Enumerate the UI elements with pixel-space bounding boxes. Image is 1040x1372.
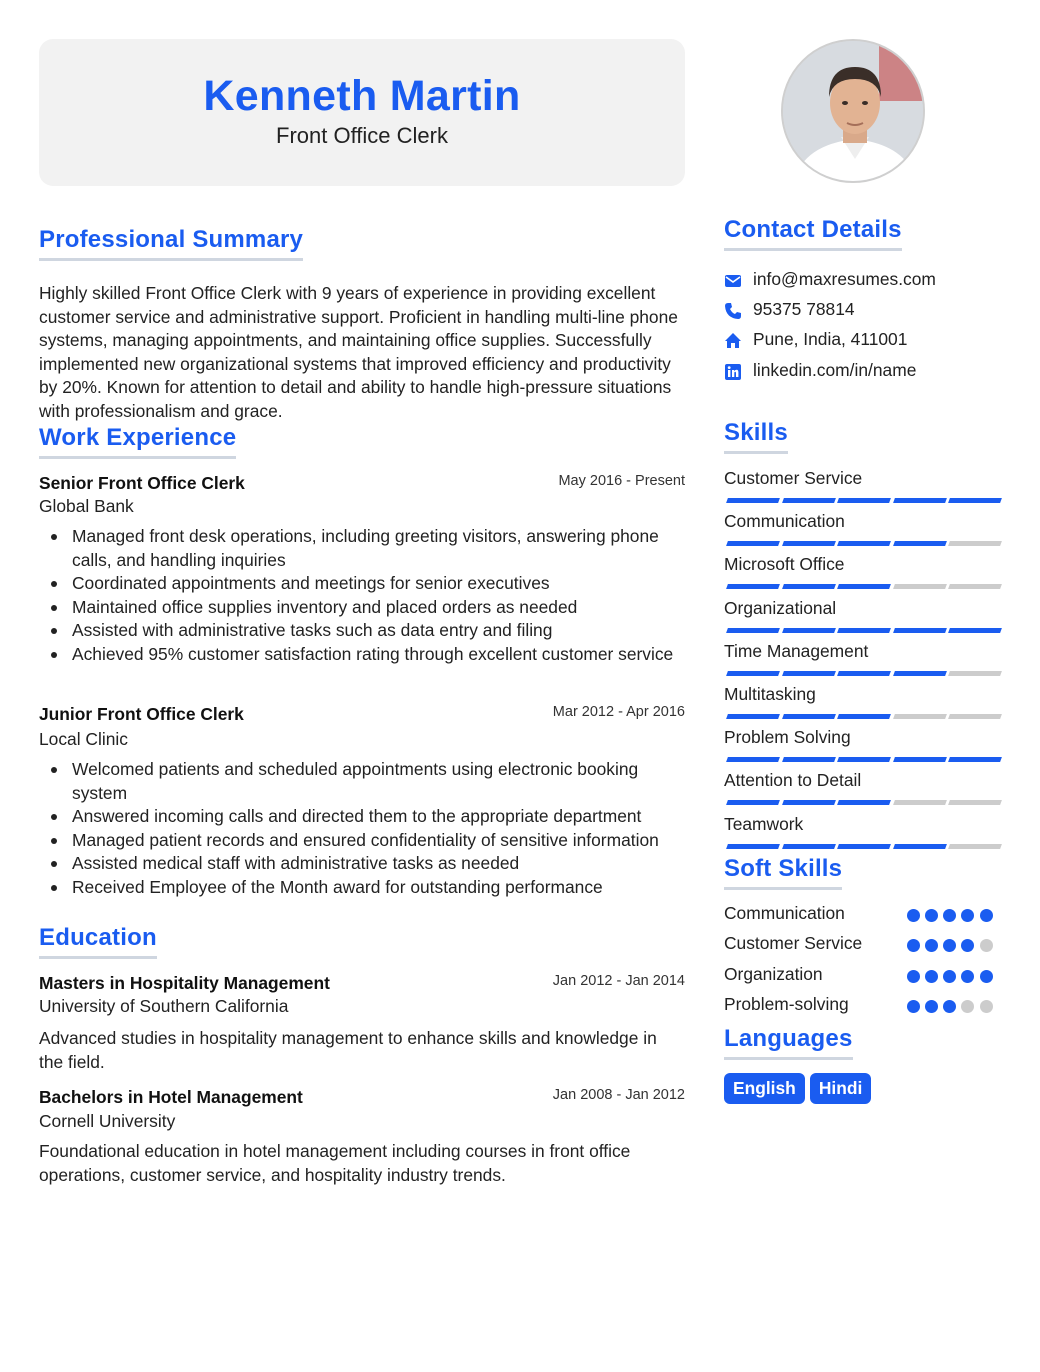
- soft-skill-name: Organization: [724, 963, 823, 984]
- skill-level-segment: [948, 628, 1002, 633]
- list-item: Managed patient records and ensured confidentiality of sensitive information: [39, 829, 685, 853]
- skill-level-segment: [893, 844, 947, 849]
- skill-name: Teamwork: [724, 813, 804, 834]
- skill-level-segment: [837, 628, 891, 633]
- job-date: Mar 2012 - Apr 2016: [552, 704, 685, 720]
- skill-level-bar: [724, 800, 1000, 806]
- job-org: Global Bank: [39, 496, 134, 516]
- skill-name: Organizational: [724, 597, 837, 618]
- skill-level-segment: [893, 628, 947, 633]
- skill-level-segment: [782, 498, 836, 503]
- job-role: Senior Front Office Clerk: [39, 473, 245, 493]
- rating-dot: [943, 970, 956, 983]
- email-text: info@maxresumes.com: [753, 269, 936, 289]
- job-org: Local Clinic: [39, 729, 128, 749]
- list-item: Maintained office supplies inventory and placed orders as needed: [39, 596, 685, 620]
- job-date: May 2016 - Present: [558, 473, 685, 489]
- contact-phone[interactable]: [724, 299, 1000, 323]
- skill-level-segment: [782, 541, 836, 546]
- skill-level-segment: [893, 584, 947, 589]
- language-badge: English: [724, 1073, 805, 1104]
- avatar-portrait: [783, 41, 925, 183]
- school: University of Southern California: [39, 996, 289, 1016]
- skill-level-segment: [726, 671, 780, 676]
- skill-level-segment: [726, 541, 780, 546]
- skill-level-segment: [782, 800, 836, 805]
- soft-skill-rating: [907, 970, 999, 983]
- skill-name: Attention to Detail: [724, 770, 862, 791]
- list-item: Answered incoming calls and directed them to the appropriate department: [39, 805, 685, 829]
- skill-name: Communication: [724, 511, 845, 532]
- rating-dot: [943, 1000, 956, 1013]
- rating-dot: [961, 970, 974, 983]
- skill-level-segment: [893, 498, 947, 503]
- skill-level-segment: [837, 714, 891, 719]
- job-role: Junior Front Office Clerk: [39, 704, 244, 724]
- skill-level-segment: [837, 800, 891, 805]
- skill-item: [724, 684, 1000, 720]
- rating-dot: [907, 909, 920, 922]
- skill-level-bar: [724, 628, 1000, 634]
- list-item: Assisted medical staff with administrative tasks as needed: [39, 852, 685, 876]
- phone-text: 95375 78814: [753, 299, 855, 319]
- skill-item: [724, 511, 1000, 547]
- skill-item: [724, 598, 1000, 634]
- contact-linkedin[interactable]: [724, 360, 1000, 384]
- skill-level-segment: [726, 498, 780, 503]
- skill-level-segment: [893, 541, 947, 546]
- contact-email[interactable]: [724, 269, 1000, 293]
- list-item: Welcomed patients and scheduled appointments using electronic booking system: [39, 758, 685, 805]
- skill-level-segment: [782, 628, 836, 633]
- skill-level-bar: [724, 498, 1000, 504]
- skill-item: [724, 727, 1000, 763]
- skill-level-segment: [948, 584, 1002, 589]
- skill-level-segment: [948, 800, 1002, 805]
- skill-name: Microsoft Office: [724, 554, 845, 575]
- languages-heading: Languages: [724, 1025, 853, 1060]
- skill-level-segment: [893, 714, 947, 719]
- skill-name: Problem Solving: [724, 727, 851, 748]
- languages-list: [724, 1073, 876, 1104]
- skill-level-segment: [837, 584, 891, 589]
- rating-dot: [907, 1000, 920, 1013]
- skill-level-bar: [724, 844, 1000, 850]
- skill-level-segment: [837, 757, 891, 762]
- job-bullets: [39, 758, 685, 899]
- rating-dot: [980, 970, 993, 983]
- skill-level-segment: [782, 671, 836, 676]
- skill-level-segment: [782, 844, 836, 849]
- list-item: Achieved 95% customer satisfaction rating through excellent customer service: [39, 643, 685, 667]
- skill-level-segment: [948, 671, 1002, 676]
- rating-dot: [961, 909, 974, 922]
- skill-item: [724, 468, 1000, 504]
- skill-level-segment: [893, 757, 947, 762]
- skill-level-segment: [948, 498, 1002, 503]
- rating-dot: [961, 1000, 974, 1013]
- soft-skill-name: Problem-solving: [724, 993, 849, 1014]
- soft-skill-item: [724, 903, 1000, 927]
- soft-skill-item: [724, 933, 1000, 957]
- skill-level-segment: [837, 541, 891, 546]
- skill-level-bar: [724, 714, 1000, 720]
- education-heading: Education: [39, 924, 157, 959]
- list-item: Coordinated appointments and meetings for senior executives: [39, 572, 685, 596]
- skill-level-segment: [948, 757, 1002, 762]
- soft-skill-rating: [907, 1000, 999, 1013]
- language-badge: Hindi: [810, 1073, 871, 1104]
- skill-level-segment: [782, 757, 836, 762]
- skill-level-segment: [782, 584, 836, 589]
- skill-level-bar: [724, 584, 1000, 590]
- education-header: [39, 1087, 685, 1109]
- education-desc: Advanced studies in hospitality management to enhance skills and knowledge in the field.: [39, 1028, 657, 1072]
- skill-level-segment: [726, 757, 780, 762]
- rating-dot: [980, 939, 993, 952]
- job-header: [39, 473, 685, 495]
- rating-dot: [943, 939, 956, 952]
- skill-level-segment: [948, 714, 1002, 719]
- skill-level-segment: [726, 584, 780, 589]
- skill-level-segment: [726, 844, 780, 849]
- contact-heading: Contact Details: [724, 216, 902, 251]
- soft-skill-name: Communication: [724, 903, 845, 923]
- list-item: Received Employee of the Month award for outstanding performance: [39, 876, 685, 900]
- summary-heading: Professional Summary: [39, 226, 303, 261]
- rating-dot: [925, 1000, 938, 1013]
- rating-dot: [925, 909, 938, 922]
- education-date: Jan 2008 - Jan 2012: [552, 1087, 685, 1103]
- soft-skill-rating: [907, 939, 999, 952]
- skill-level-bar: [724, 541, 1000, 547]
- rating-dot: [925, 970, 938, 983]
- skill-level-segment: [726, 628, 780, 633]
- skill-level-segment: [893, 671, 947, 676]
- skill-level-bar: [724, 757, 1000, 763]
- skill-level-bar: [724, 671, 1000, 677]
- list-item: Managed front desk operations, including greeting visitors, answering phone calls, and handling inquiries: [39, 525, 685, 572]
- skill-level-segment: [726, 800, 780, 805]
- skill-level-segment: [726, 714, 780, 719]
- experience-heading: Work Experience: [39, 424, 236, 459]
- skill-name: Customer Service: [724, 468, 863, 488]
- rating-dot: [907, 939, 920, 952]
- summary-text: Highly skilled Front Office Clerk with 9 years of experience in providing excellent customer service and administrative support. Proficient in handling multi-line phone systems, managing appointments, and maintaining office supplies. Successfully implemented new organizational systems that improved efficiency and productivity by 20%. Known for attention to detail and ability to handle high-pressure situations with professionalism and grace.: [39, 283, 678, 421]
- phone-icon: [724, 302, 742, 320]
- skill-level-segment: [837, 844, 891, 849]
- job-bullets: [39, 525, 685, 666]
- skills-heading: Skills: [724, 419, 788, 454]
- education-header: [39, 973, 685, 995]
- candidate-name: Kenneth Martin: [203, 72, 521, 120]
- education-desc: Foundational education in hotel management including courses in front office operations, customer service, and hospitality industry trends.: [39, 1141, 631, 1185]
- education-date: Jan 2012 - Jan 2014: [552, 973, 685, 989]
- skill-level-segment: [837, 498, 891, 503]
- school: Cornell University: [39, 1111, 176, 1131]
- rating-dot: [961, 939, 974, 952]
- job-header: [39, 704, 685, 726]
- degree: Masters in Hospitality Management: [39, 973, 330, 993]
- skill-level-segment: [782, 714, 836, 719]
- degree: Bachelors in Hotel Management: [39, 1087, 303, 1107]
- soft-skills-heading: Soft Skills: [724, 855, 842, 890]
- soft-skill-name: Customer Service: [724, 933, 863, 954]
- location-text: Pune, India, 411001: [753, 329, 908, 349]
- envelope-icon: [724, 272, 742, 290]
- skill-item: [724, 770, 1000, 806]
- skill-item: [724, 554, 1000, 590]
- soft-skill-rating: [907, 909, 999, 922]
- skill-name: Time Management: [724, 640, 869, 661]
- skill-level-segment: [893, 800, 947, 805]
- contact-location: [724, 329, 1000, 353]
- rating-dot: [925, 939, 938, 952]
- candidate-title: Front Office Clerk: [276, 123, 448, 148]
- rating-dot: [943, 909, 956, 922]
- linkedin-text: linkedin.com/in/name: [753, 360, 917, 380]
- list-item: Assisted with administrative tasks such as data entry and filing: [39, 619, 685, 643]
- skill-item: [724, 814, 1000, 850]
- home-icon: [724, 332, 742, 350]
- soft-skill-item: [724, 964, 1000, 988]
- skill-name: Multitasking: [724, 684, 816, 704]
- avatar: [781, 39, 925, 183]
- skill-level-segment: [837, 671, 891, 676]
- rating-dot: [907, 970, 920, 983]
- soft-skill-item: [724, 994, 1000, 1018]
- skill-level-segment: [948, 541, 1002, 546]
- header-box: [39, 39, 685, 186]
- rating-dot: [980, 1000, 993, 1013]
- skill-item: [724, 641, 1000, 677]
- linkedin-icon: [724, 363, 742, 381]
- rating-dot: [980, 909, 993, 922]
- skill-level-segment: [948, 844, 1002, 849]
